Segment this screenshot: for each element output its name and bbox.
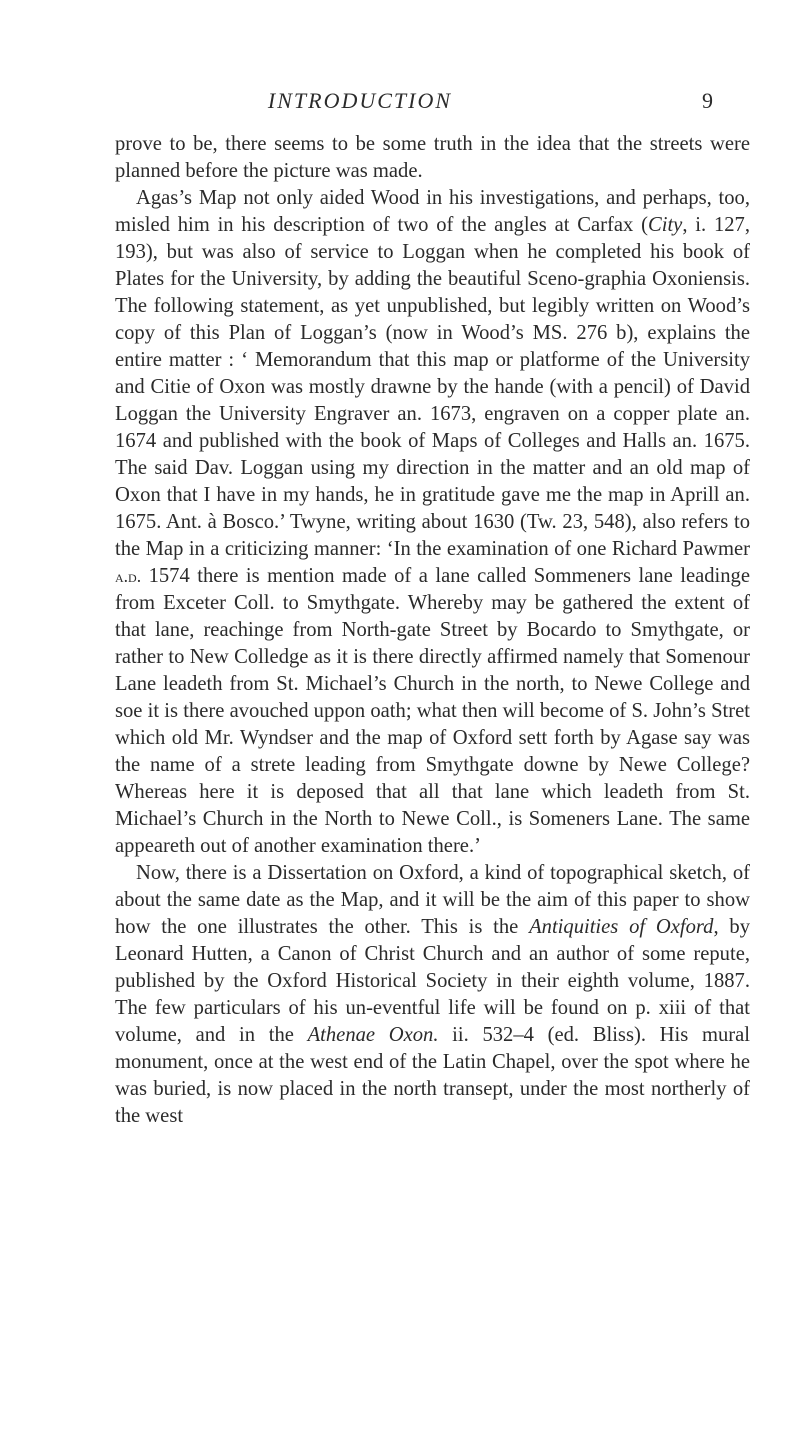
page-number: 9 [702, 88, 713, 113]
italic-title: Antiquities of Oxford [529, 916, 714, 938]
small-caps-text: a.d. [115, 566, 142, 586]
text-segment: Now, there is a Dissertation on Oxford, a kind of topographical sketch, of about the same date as the Map, and it will be the aim of this paper to show how the one illustrates the other. This is the [115, 862, 750, 938]
body-text [115, 131, 750, 1130]
paragraph [115, 860, 750, 1130]
running-title: INTRODUCTION [267, 88, 453, 113]
italic-title: City [647, 214, 683, 236]
text-segment: 1574 there is mention made of a lane called Sommeners lane leadinge from Exceter Coll. to Smythgate. Whereby may be gathered the extent of that lane, reachinge from North-gate Street by Bocardo to Smythgate, or rather to New Colledge as it is there directly affirmed namely that Somenour Lane leadeth from St. Michael’s Church in the north, to Newe College and soe it is there avouched uppon oath; what then will become of S. John’s Stret which old Mr. Wyndser and the map of Oxford sett forth by Agase say was the name of a strete leading from Smythgate downe by Newe College? Whereas here it is deposed that all that lane which leadeth from St. Michael’s Church in the North to Newe Coll., is Someners Lane. The same appeareth out of another examination there.’ [115, 565, 750, 857]
paragraph [115, 185, 750, 860]
text-segment: ii. 532–4 (ed. Bliss). His mural monument, once at the west end of the Latin Chapel, over the spot where he was buried, is now placed in the north transept, under the most northerly of the west [115, 1024, 750, 1127]
text-segment: , i. 127, 193), but was also of service to Loggan when he completed his book of Plates for the University, by adding the beautiful Sceno-graphia Oxoniensis. The following statement, as yet unpublished, but legibly written on Wood’s copy of this Plan of Loggan’s (now in Wood’s MS. 276 b), explains the entire matter : ‘ Memorandum that this map or platforme of the University and Citie of Oxon was mostly drawne by the hande (with a pencil) of David Loggan the University Engraver an. 1673, engraven on a copper plate an. 1674 and published with the book of Maps of Colleges and Halls an. 1675. The said Dav. Loggan using my direction in the matter and an old map of Oxon that I have in my hands, he in gratitude gave me the map in Aprill an. 1675. Ant. à Bosco.’ Twyne, writing about 1630 (Tw. 23, 548), also refers to the Map in a criticizing manner: ‘In the examination of one Richard Pawmer [115, 214, 750, 560]
text-segment: , by Leonard Hutten, a Canon of Christ Church and an author of some repute, published by the Oxford Historical Society in their eighth volume, 1887. The few particulars of his un-eventful life will be found on p. xiii of that volume, and in the [115, 916, 750, 1046]
running-header [0, 88, 800, 118]
text-segment: prove to be, there seems to be some truth in the idea that the streets were planned before the picture was made. [115, 133, 750, 182]
italic-title: Athenae Oxon. [307, 1024, 439, 1046]
text-segment: Agas’s Map not only aided Wood in his investigations, and perhaps, too, misled him in his description of two of the angles at Carfax ( [115, 187, 750, 236]
paragraph [115, 131, 750, 185]
